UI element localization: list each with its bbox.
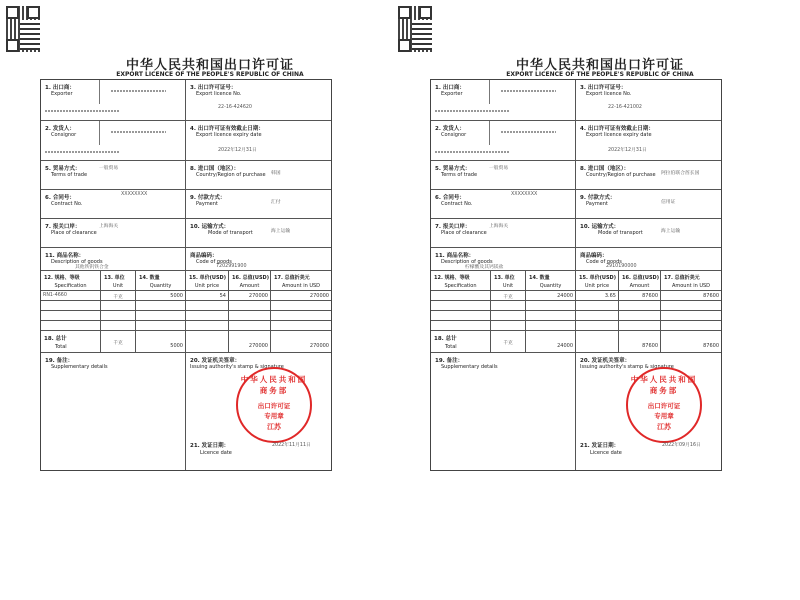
field-label-cn: 3. 出口许可证号： — [190, 85, 237, 91]
header-en: Unit — [502, 283, 514, 289]
title-cn: 中华人民共和国出口许可证 — [125, 58, 294, 73]
supplementary-label-en: Supplementary details — [51, 364, 108, 370]
field-value: 一般贸易 — [489, 166, 509, 171]
licence-form — [430, 79, 722, 471]
field-payment — [576, 190, 721, 219]
field-label-cn: 7. 报关口岸： — [45, 224, 81, 230]
table-cell-price — [576, 301, 619, 311]
field-value: 汇付 — [271, 200, 281, 205]
field-label-en: Description of goods — [51, 259, 103, 265]
field-expiry — [186, 121, 331, 161]
supplementary-box — [431, 353, 576, 470]
stamp-line2: 专用章 — [654, 412, 674, 420]
header-cn: 12. 规格、等级 — [44, 275, 80, 281]
table-row — [41, 301, 331, 311]
header-cn: 16. 总值(USD) — [232, 275, 269, 281]
table-cell-spec — [41, 301, 101, 311]
field-label-cn: 11. 商品名称： — [45, 253, 85, 259]
field-country — [576, 161, 721, 190]
table-cell-qty — [526, 321, 576, 331]
table-header — [431, 271, 491, 291]
redacted-text — [45, 151, 120, 153]
header-en: Amount — [239, 283, 260, 289]
table-cell-price — [576, 311, 619, 321]
field-label-en: Consignor — [441, 132, 467, 138]
stamp-line3: 江苏 — [267, 423, 281, 431]
field-value: 2910190000 — [606, 264, 637, 269]
cell-value: 270000 — [309, 293, 329, 299]
table-cell-amount — [619, 321, 661, 331]
header-en: Specification — [54, 283, 87, 289]
field-label-en: Terms of trade — [51, 172, 88, 178]
title-en: EXPORT LICENCE OF THE PEOPLE'S REPUBLIC OF CHINA — [116, 71, 304, 78]
field-consignor — [431, 121, 576, 161]
table-cell-qty — [136, 311, 186, 321]
table-header — [526, 271, 576, 291]
authority-label-cn: 20. 发证机关签章： — [580, 358, 631, 364]
table-cell-qty — [526, 301, 576, 311]
table-cell-usd — [271, 311, 331, 321]
table-cell-qty — [136, 321, 186, 331]
table-cell-amount — [619, 301, 661, 311]
licence-date-value: 2022年11月11日 — [272, 443, 311, 448]
field-label-cn: 4. 出口许可证有效截止日期： — [190, 126, 264, 132]
authority-label-en: Issuing authority's stamp & signature — [580, 364, 674, 370]
field-label-en: Country/Region of purchase — [586, 172, 656, 178]
field-country — [186, 161, 331, 190]
field-goods — [431, 248, 576, 271]
field-label-cn: 9. 付款方式： — [580, 195, 616, 201]
table-cell-unit — [101, 311, 136, 321]
table-cell-usd — [661, 291, 721, 301]
stamp-line1: 出口许可证 — [647, 402, 681, 410]
table-cell-usd — [661, 301, 721, 311]
table-cell-spec — [41, 291, 101, 301]
table-cell-usd — [661, 321, 721, 331]
field-label-en: Code of goods — [586, 259, 622, 265]
field-label-en: Contract No. — [51, 201, 83, 207]
field-label-en: Place of clearance — [441, 230, 487, 236]
cell-value: 千克 — [113, 295, 123, 300]
table-cell-unit — [491, 291, 526, 301]
licence-date-value: 2022年09月16日 — [662, 443, 701, 448]
table-cell-qty — [526, 291, 576, 301]
field-label-en: Description of goods — [441, 259, 493, 265]
supplementary-label-cn: 19. 备注： — [435, 358, 464, 364]
table-cell-usd — [271, 291, 331, 301]
field-value: 上海海关 — [489, 224, 509, 229]
official-stamp — [626, 367, 702, 443]
licence-form — [40, 79, 332, 471]
supplementary-label-cn: 19. 备注： — [45, 358, 74, 364]
stamp-ring-text: 中华人民共和国商务部 — [630, 375, 698, 395]
total-label-en: Total — [445, 344, 457, 350]
table-header — [661, 271, 721, 291]
licence-date-label-en: Licence date — [200, 450, 232, 456]
field-payment — [186, 190, 331, 219]
field-label-en: Export licence No. — [196, 91, 242, 97]
field-label-cn: 3. 出口许可证号： — [580, 85, 627, 91]
field-contract — [41, 190, 186, 219]
field-label-en: Payment — [196, 201, 218, 207]
field-expiry — [576, 121, 721, 161]
field-label-cn: 8. 进口国（地区）： — [190, 166, 240, 172]
header-cn: 14. 数量 — [529, 275, 550, 281]
field-exporter — [431, 80, 576, 121]
header-cn: 17. 总值折美元 — [664, 275, 700, 281]
table-cell-unit — [491, 301, 526, 311]
field-licence-no — [186, 80, 331, 121]
header-en: Quantity — [149, 283, 172, 289]
table-cell-spec — [431, 311, 491, 321]
field-label-en: Consignor — [51, 132, 77, 138]
total-cell-usd — [271, 331, 331, 353]
field-label-cn: 商品编码： — [580, 253, 608, 259]
field-label-cn: 10. 运输方式： — [190, 224, 230, 230]
authority-box — [576, 353, 721, 470]
table-total-row — [41, 331, 331, 353]
header-en: Unit price — [194, 283, 220, 289]
header-cn: 12. 规格、等级 — [434, 275, 470, 281]
field-value: 阿拉伯联合酋长国 — [661, 171, 700, 176]
field-value: 2022年12月31日 — [218, 148, 257, 153]
table-cell-unit — [101, 321, 136, 331]
total-unit: 千克 — [113, 341, 123, 346]
cell-value: 5000 — [170, 293, 183, 299]
table-cell-unit — [101, 301, 136, 311]
total-cell-label — [431, 331, 491, 353]
field-label-en: Exporter — [51, 91, 73, 97]
redacted-text — [111, 90, 166, 92]
field-label-en: Exporter — [441, 91, 463, 97]
field-label-cn: 5. 贸易方式： — [435, 166, 471, 172]
field-label-cn: 1. 出口商： — [45, 85, 75, 91]
field-clearance — [41, 219, 186, 248]
field-value: 海上运输 — [661, 229, 681, 234]
field-value: 22-16-424620 — [218, 105, 252, 110]
table-cell-unit — [491, 321, 526, 331]
total-cell-qty — [136, 331, 186, 353]
total-cell-unit — [491, 331, 526, 353]
table-cell-price — [186, 301, 229, 311]
field-label-en: Mode of transport — [208, 230, 253, 236]
field-value: 信用证 — [661, 200, 676, 205]
header-en: Specification — [444, 283, 477, 289]
cell-value: 千克 — [503, 295, 513, 300]
total-value: 5000 — [170, 343, 183, 349]
table-row — [41, 311, 331, 321]
licence-date-label-cn: 21. 发证日期： — [190, 443, 230, 449]
title-cn: 中华人民共和国出口许可证 — [515, 58, 684, 73]
field-value: 一般贸易 — [99, 166, 119, 171]
table-cell-price — [186, 321, 229, 331]
table-total-row — [431, 331, 721, 353]
field-label-en: Export licence No. — [586, 91, 632, 97]
total-cell-unit — [101, 331, 136, 353]
field-label-cn: 10. 运输方式： — [580, 224, 620, 230]
field-goods — [41, 248, 186, 271]
table-header — [576, 271, 619, 291]
field-code — [186, 248, 331, 271]
field-consignor — [41, 121, 186, 161]
table-row — [431, 301, 721, 311]
field-label-cn: 7. 报关口岸： — [435, 224, 471, 230]
total-cell-usd — [661, 331, 721, 353]
field-clearance — [431, 219, 576, 248]
field-label-cn: 8. 进口国（地区）： — [580, 166, 630, 172]
table-cell-spec — [41, 321, 101, 331]
table-cell-usd — [271, 301, 331, 311]
field-label-cn: 5. 贸易方式： — [45, 166, 81, 172]
field-label-en: Mode of transport — [598, 230, 643, 236]
field-value: 上海海关 — [99, 224, 119, 229]
table-cell-spec — [41, 311, 101, 321]
redacted-text — [111, 131, 166, 133]
field-label-cn: 4. 出口许可证有效截止日期： — [580, 126, 654, 132]
field-transport — [186, 219, 331, 248]
authority-box — [186, 353, 331, 470]
field-label-en: Export licence expiry date — [196, 132, 262, 138]
cell-value: 87600 — [642, 293, 658, 299]
field-label-cn: 11. 商品名称： — [435, 253, 475, 259]
total-cell-amount — [229, 331, 271, 353]
total-value: 24000 — [557, 343, 573, 349]
table-cell-price — [186, 291, 229, 301]
field-label-en: Payment — [586, 201, 608, 207]
header-en: Unit — [112, 283, 124, 289]
total-cell-price — [576, 331, 619, 353]
header-cn: 13. 单位 — [494, 275, 515, 281]
redacted-text — [45, 110, 120, 112]
official-stamp — [236, 367, 312, 443]
table-header — [186, 271, 229, 291]
field-value: 其他铁钒铁合金 — [75, 265, 109, 270]
total-value: 87600 — [703, 343, 719, 349]
header-cn: 13. 单位 — [104, 275, 125, 281]
field-code — [576, 248, 721, 271]
table-cell-usd — [661, 311, 721, 321]
header-cn: 15. 单价(USD) — [579, 275, 616, 281]
field-value: 2022年12月31日 — [608, 148, 647, 153]
table-row — [431, 291, 721, 301]
table-cell-amount — [229, 321, 271, 331]
field-label-cn: 商品编码： — [190, 253, 218, 259]
field-value: 7202991900 — [216, 264, 247, 269]
authority-label-en: Issuing authority's stamp & signature — [190, 364, 284, 370]
table-cell-price — [576, 321, 619, 331]
table-cell-qty — [136, 301, 186, 311]
title-en: EXPORT LICENCE OF THE PEOPLE'S REPUBLIC OF CHINA — [506, 71, 694, 78]
stamp-line1: 出口许可证 — [257, 402, 291, 410]
table-cell-spec — [431, 291, 491, 301]
total-value: 87600 — [642, 343, 658, 349]
table-row — [431, 311, 721, 321]
header-cn: 14. 数量 — [139, 275, 160, 281]
field-contract — [431, 190, 576, 219]
redacted-text — [435, 151, 510, 153]
licence-page — [30, 0, 390, 600]
supplementary-box — [41, 353, 186, 470]
field-label-en: Export licence expiry date — [586, 132, 652, 138]
total-label-cn: 18. 总计 — [44, 336, 67, 342]
redacted-text — [435, 110, 510, 112]
field-terms — [41, 161, 186, 190]
total-cell-qty — [526, 331, 576, 353]
stamp-line3: 江苏 — [657, 423, 671, 431]
field-value: 韩国 — [271, 171, 281, 176]
table-cell-amount — [229, 301, 271, 311]
field-label-cn: 1. 出口商： — [435, 85, 465, 91]
header-en: Unit price — [584, 283, 610, 289]
table-cell-amount — [229, 291, 271, 301]
field-label-cn: 9. 付款方式： — [190, 195, 226, 201]
stamp-line2: 专用章 — [264, 412, 284, 420]
field-exporter — [41, 80, 186, 121]
table-header — [619, 271, 661, 291]
field-value: 柠檬酸及其钙镁盐 — [465, 265, 504, 270]
header-en: Amount in USD — [281, 283, 321, 289]
field-licence-no — [576, 80, 721, 121]
table-row — [41, 291, 331, 301]
qr-code-icon — [398, 6, 432, 52]
table-cell-qty — [526, 311, 576, 321]
header-en: Amount — [629, 283, 650, 289]
cell-value: 270000 — [248, 293, 268, 299]
total-cell-label — [41, 331, 101, 353]
redacted-text — [501, 90, 556, 92]
licence-page — [420, 0, 780, 600]
table-cell-qty — [136, 291, 186, 301]
table-cell-unit — [491, 311, 526, 321]
table-header — [491, 271, 526, 291]
field-label-en: Place of clearance — [51, 230, 97, 236]
cell-value: 87600 — [703, 293, 719, 299]
field-value: 海上运输 — [271, 229, 291, 234]
header-cn: 16. 总值(USD) — [622, 275, 659, 281]
table-row — [41, 321, 331, 331]
table-cell-amount — [619, 311, 661, 321]
licence-date-label-en: Licence date — [590, 450, 622, 456]
field-transport — [576, 219, 721, 248]
field-value: XXXXXXXX — [511, 192, 538, 197]
field-label-cn: 6. 合同号： — [435, 195, 465, 201]
table-row — [431, 321, 721, 331]
table-header — [41, 271, 101, 291]
supplementary-label-en: Supplementary details — [441, 364, 498, 370]
table-cell-price — [576, 291, 619, 301]
cell-value: 3.65 — [604, 293, 616, 299]
field-label-en: Country/Region of purchase — [196, 172, 266, 178]
table-cell-amount — [229, 311, 271, 321]
licence-date-label-cn: 21. 发证日期： — [580, 443, 620, 449]
total-value: 270000 — [309, 343, 329, 349]
field-label-en: Terms of trade — [441, 172, 478, 178]
field-value: 22-16-421002 — [608, 105, 642, 110]
table-cell-spec — [431, 321, 491, 331]
total-cell-price — [186, 331, 229, 353]
table-header — [101, 271, 136, 291]
table-cell-amount — [619, 291, 661, 301]
table-header — [271, 271, 331, 291]
field-label-cn: 2. 发货人： — [45, 126, 75, 132]
table-header — [229, 271, 271, 291]
header-en: Amount in USD — [671, 283, 711, 289]
cell-value: RN1-4660 — [43, 293, 67, 298]
cell-value: 24000 — [557, 293, 573, 299]
field-label-cn: 2. 发货人： — [435, 126, 465, 132]
table-cell-usd — [271, 321, 331, 331]
total-value: 270000 — [248, 343, 268, 349]
field-label-en: Code of goods — [196, 259, 232, 265]
table-header — [136, 271, 186, 291]
field-label-cn: 6. 合同号： — [45, 195, 75, 201]
field-label-en: Contract No. — [441, 201, 473, 207]
table-cell-unit — [101, 291, 136, 301]
total-label-en: Total — [55, 344, 67, 350]
field-terms — [431, 161, 576, 190]
total-label-cn: 18. 总计 — [434, 336, 457, 342]
cell-value: 54 — [219, 293, 226, 299]
stamp-ring-text: 中华人民共和国商务部 — [240, 375, 308, 395]
table-cell-spec — [431, 301, 491, 311]
authority-label-cn: 20. 发证机关签章： — [190, 358, 241, 364]
total-cell-amount — [619, 331, 661, 353]
table-cell-price — [186, 311, 229, 321]
total-unit: 千克 — [503, 341, 513, 346]
header-en: Quantity — [539, 283, 562, 289]
qr-code-icon — [6, 6, 40, 52]
header-cn: 15. 单价(USD) — [189, 275, 226, 281]
redacted-text — [501, 131, 556, 133]
header-cn: 17. 总值折美元 — [274, 275, 310, 281]
field-value: XXXXXXXX — [121, 192, 148, 197]
